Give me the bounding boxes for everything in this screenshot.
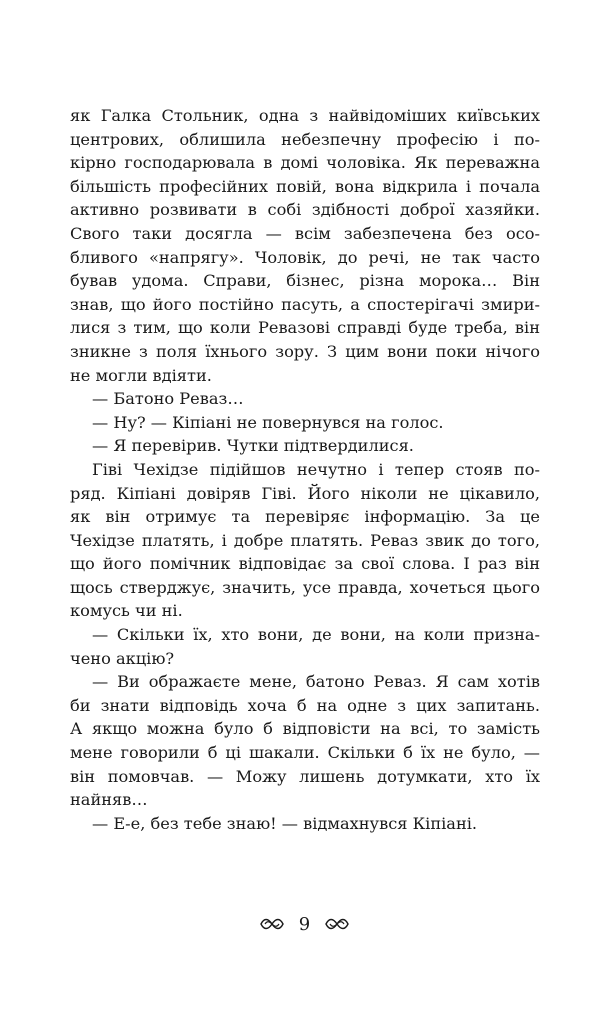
text-line: активно розвивати в собі здібності доброї хазяйки.: [70, 200, 540, 220]
text-line: зникне з поля їхнього зору. З цим вони поки нічого: [70, 341, 540, 361]
text-line: Гіві Чехідзе підійшов нечутно і тепер стояв по-: [92, 459, 540, 479]
text-line: Чехідзе платять, і добре платять. Реваз звик до того,: [70, 530, 540, 550]
text-line: — Скільки їх, хто вони, де вони, на коли призна-: [92, 625, 540, 645]
text-line: бливого «напрягу». Чоловік, до речі, не так часто: [70, 247, 540, 267]
text-line: як Галка Стольник, одна з найвідоміших київських: [70, 106, 540, 125]
text-line: — Е-е, без тебе знаю! — відмахнувся Кіпіані.: [92, 813, 478, 833]
text-line: чено акцію?: [70, 648, 175, 668]
text-line: мене говорили б ці шакали. Скільки б їх не було, —: [70, 743, 540, 763]
text-line: комусь чи ні.: [70, 601, 183, 621]
text-line: центрових, облишила небезпечну професію і по-: [70, 129, 540, 149]
text-line: — Батоно Реваз…: [92, 389, 244, 409]
left-ornament-icon: [259, 917, 285, 931]
text-line: би знати відповідь хоча б на одне з цих запитань.: [70, 695, 540, 715]
text-line: — Ви ображаєте мене, батоно Реваз. Я сам хотів: [92, 672, 540, 692]
text-line: лися з тим, що коли Ревазові справді буде треба, він: [70, 318, 540, 338]
page-footer: [0, 910, 609, 938]
right-ornament-icon: [324, 917, 350, 931]
text-line: бував удома. Справи, бізнес, різна морока… Він: [70, 271, 540, 291]
text-line: — Я перевірив. Чутки підтвердилися.: [92, 436, 414, 456]
body-text: [70, 104, 540, 835]
text-line: кірно господарювала в домі чоловіка. Як переважна: [70, 153, 540, 173]
text-line: він помовчав. — Можу лишень дотумкати, хто їх: [70, 766, 540, 786]
text-line: ряд. Кіпіані довіряв Гіві. Його ніколи не цікавило,: [70, 483, 540, 503]
text-line: як він отримує та перевіряє інформацію. За це: [70, 507, 540, 527]
text-line: Свого таки досягла — всім забезпечена без осо-: [70, 223, 540, 243]
text-line: знав, що його постійно пасуть, а спостерігачі змири-: [70, 294, 540, 314]
text-line: найняв…: [70, 790, 148, 810]
text-line: щось стверджує, значить, усе правда, хочеться цього: [70, 577, 540, 597]
text-line: — Ну? — Кіпіані не повернувся на голос.: [92, 412, 444, 432]
page-number: 9: [298, 913, 311, 935]
text-line: А якщо можна було б відповісти на всі, то замість: [70, 719, 540, 739]
text-line: не могли вдіяти.: [70, 365, 212, 385]
text-line: більшість професійних повій, вона відкрила і почала: [70, 176, 540, 196]
text-line: що його помічник відповідає за свої слова. І раз він: [70, 554, 540, 574]
